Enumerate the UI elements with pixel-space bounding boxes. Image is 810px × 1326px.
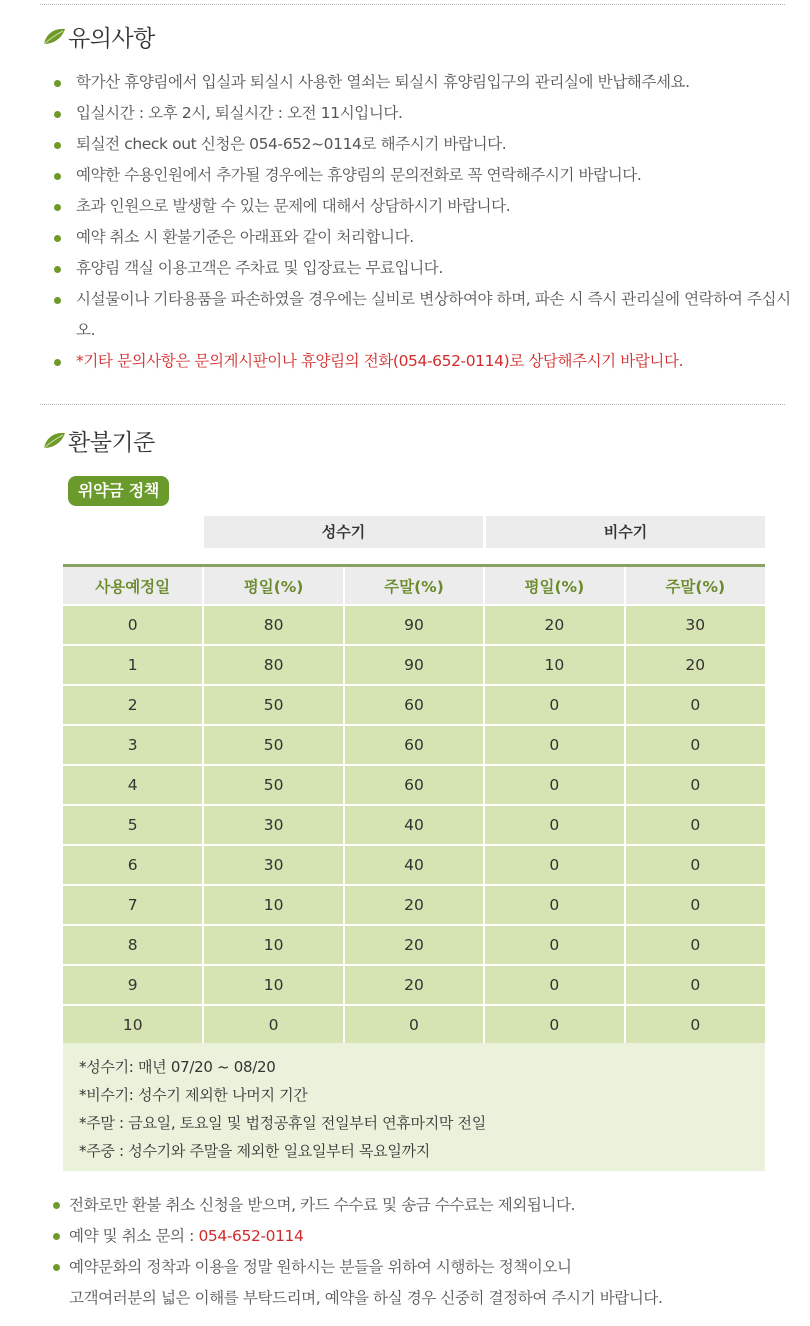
table-cell: 0 [625,925,765,965]
table-cell: 10 [203,925,343,965]
leaf-icon [42,26,66,46]
section-divider [40,404,785,405]
peak-season-header: 성수기 [204,516,483,548]
list-item: 학가산 휴양림에서 입실과 퇴실시 사용한 열쇠는 퇴실시 휴양림입구의 관리실에 반납해주세요. [52,67,792,98]
table-cell: 90 [344,605,484,645]
table-cell: 2 [63,685,203,725]
notice-list [52,67,792,377]
table-cell: 0 [484,885,624,925]
bullet-icon [54,297,61,304]
bullet-icon [53,1202,60,1209]
list-item: 시설물이나 기타용품을 파손하였을 경우에는 실비로 변상하여야 하며, 파손 시 즉시 관리실에 연락하여 주십시오. [52,284,792,346]
list-item: 초과 인원으로 발생할 수 있는 문제에 대해서 상담하시기 바랍니다. [52,191,792,222]
footnote: *주말 : 금요일, 토요일 및 법정공휴일 전일부터 연휴마지막 전일 [79,1114,486,1132]
table-cell: 0 [484,685,624,725]
table-cell: 0 [625,845,765,885]
table-cell: 20 [344,965,484,1005]
bullet-icon [53,1264,60,1271]
bullet-icon [54,80,61,87]
table-cell: 0 [625,805,765,845]
table-row [63,805,765,845]
footnote: *주중 : 성수기와 주말을 제외한 일요일부터 목요일까지 [79,1142,430,1160]
penalty-policy-badge: 위약금 정책 [68,476,169,506]
table-cell: 0 [203,1005,343,1044]
table-cell: 0 [484,925,624,965]
table-cell: 20 [484,605,624,645]
table-cell: 8 [63,925,203,965]
table-cell: 0 [484,845,624,885]
refund-title-text: 환불기준 [68,429,155,456]
leaf-icon [42,430,66,450]
table-cell: 90 [344,645,484,685]
table-cell: 0 [484,765,624,805]
table-cell: 0 [625,685,765,725]
notice-title-text: 유의사항 [68,25,155,52]
table-cell: 0 [484,725,624,765]
bullet-icon [54,359,61,366]
table-row [63,725,765,765]
season-definitions [63,1043,765,1171]
refund-section-title [42,425,155,455]
footnote: *성수기: 매년 07/20 ~ 08/20 [79,1058,276,1076]
footnote: *비수기: 성수기 제외한 나머지 기간 [79,1086,308,1104]
table-cell: 0 [344,1005,484,1044]
table-header-row [63,566,765,606]
column-header-offpeak-weekend: 주말(%) [625,566,765,606]
inquiry-phone: 054-652-0114 [198,1227,304,1245]
table-row [63,605,765,645]
table-cell: 7 [63,885,203,925]
column-header-peak-weekday: 평일(%) [203,566,343,606]
bullet-icon [54,142,61,149]
table-row [63,885,765,925]
list-item: 예약 취소 시 환불기준은 아래표와 같이 처리합니다. [52,222,792,253]
table-cell: 9 [63,965,203,1005]
bullet-icon [54,173,61,180]
table-row [63,765,765,805]
table-cell: 6 [63,845,203,885]
table-cell: 20 [344,925,484,965]
table-cell: 0 [625,1005,765,1044]
table-cell: 40 [344,805,484,845]
column-header-offpeak-weekday: 평일(%) [484,566,624,606]
list-item: 퇴실전 check out 신청은 054-652~0114로 해주시기 바랍니다. [52,129,792,160]
list-item: 휴양림 객실 이용고객은 주차료 및 입장료는 무료입니다. [52,253,792,284]
table-cell: 60 [344,685,484,725]
bullet-icon [54,235,61,242]
refund-table-body [63,605,765,1044]
table-row [63,1005,765,1044]
table-cell: 30 [625,605,765,645]
table-cell: 1 [63,645,203,685]
table-cell: 10 [63,1005,203,1044]
table-row [63,925,765,965]
table-cell: 80 [203,605,343,645]
table-cell: 0 [484,1005,624,1044]
list-item: 예약한 수용인원에서 추가될 경우에는 휴양림의 문의전화로 꼭 연락해주시기 바랍니다. [52,160,792,191]
column-header-peak-weekend: 주말(%) [344,566,484,606]
refund-notes-list [52,1190,792,1314]
table-cell: 0 [484,805,624,845]
list-item: 입실시간 : 오후 2시, 퇴실시간 : 오전 11시입니다. [52,98,792,129]
table-cell: 0 [625,965,765,1005]
table-row [63,645,765,685]
list-item: 예약문화의 정착과 이용을 정말 원하시는 분들을 위하여 시행하는 정책이오니 고객여러분의 넓은 이해를 부탁드리며, 예약을 하실 경우 신중히 결정하여 주시기 바랍니다. [52,1252,792,1314]
table-cell: 10 [203,965,343,1005]
refund-table [63,564,765,1044]
table-row [63,965,765,1005]
table-cell: 20 [344,885,484,925]
table-row [63,685,765,725]
table-cell: 30 [203,845,343,885]
table-cell: 80 [203,645,343,685]
bullet-icon [54,204,61,211]
offpeak-season-header: 비수기 [486,516,765,548]
bullet-icon [54,266,61,273]
table-cell: 60 [344,725,484,765]
table-cell: 50 [203,725,343,765]
table-cell: 0 [625,765,765,805]
table-cell: 3 [63,725,203,765]
table-cell: 50 [203,685,343,725]
top-divider [40,4,785,5]
table-cell: 40 [344,845,484,885]
table-cell: 0 [625,725,765,765]
table-cell: 60 [344,765,484,805]
contact-note: *기타 문의사항은 문의게시판이나 휴양림의 전화(054-652-0114)로 상담해주시기 바랍니다. [52,346,792,377]
column-header-days: 사용예정일 [63,566,203,606]
table-cell: 30 [203,805,343,845]
bullet-icon [53,1233,60,1240]
table-cell: 0 [484,965,624,1005]
table-cell: 10 [203,885,343,925]
list-item: 예약 및 취소 문의 : 054-652-0114 [52,1221,792,1252]
table-cell: 5 [63,805,203,845]
table-cell: 50 [203,765,343,805]
table-cell: 0 [625,885,765,925]
list-item: 전화로만 환불 취소 신청을 받으며, 카드 수수료 및 송금 수수료는 제외됩니다. [52,1190,792,1221]
table-cell: 0 [63,605,203,645]
table-row [63,845,765,885]
notice-section-title [42,21,155,51]
table-cell: 10 [484,645,624,685]
table-cell: 20 [625,645,765,685]
bullet-icon [54,111,61,118]
table-cell: 4 [63,765,203,805]
